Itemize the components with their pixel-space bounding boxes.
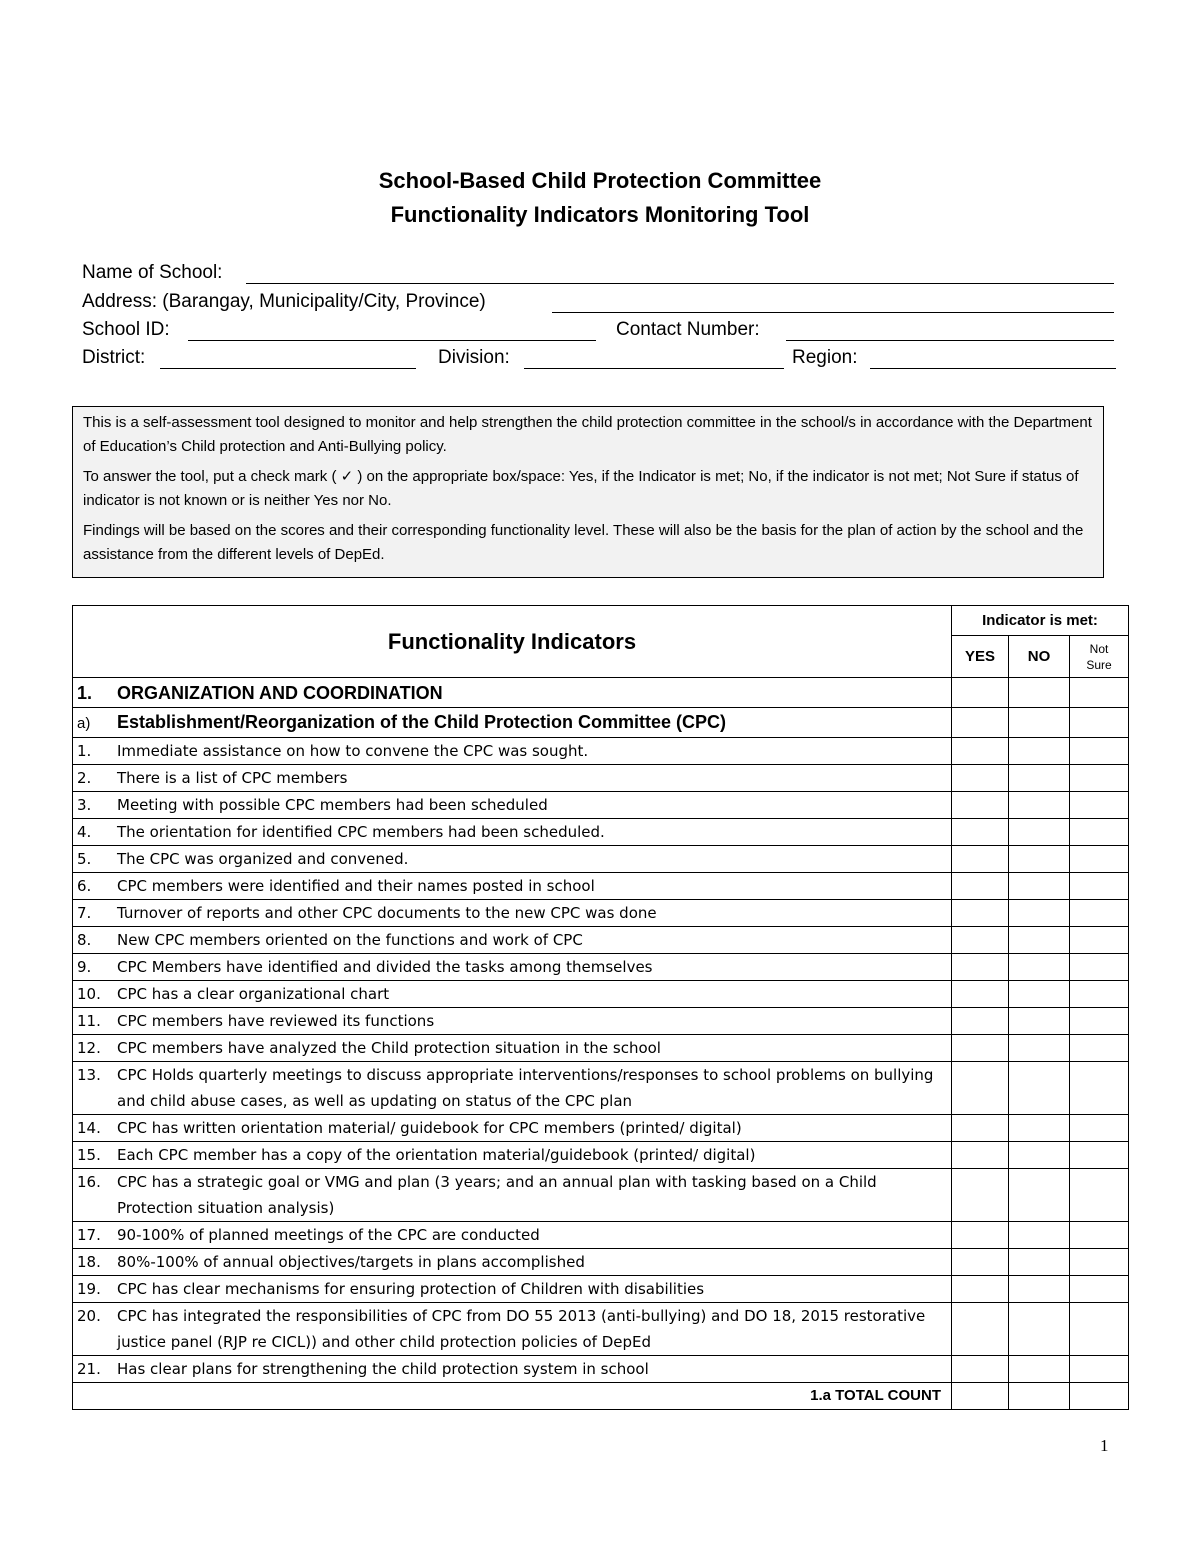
indicator-row <box>73 765 1129 792</box>
document-subtitle: Functionality Indicators Monitoring Tool <box>390 202 810 227</box>
no-cell[interactable] <box>1009 708 1070 738</box>
indicator-text-cell <box>73 1008 952 1035</box>
indicator-items <box>73 738 1129 1383</box>
contact-number-label: Contact Number: <box>616 319 760 340</box>
not-sure-cell[interactable] <box>1070 1249 1129 1276</box>
yes-cell[interactable] <box>952 1169 1009 1222</box>
no-cell[interactable] <box>1009 1356 1070 1383</box>
not-sure-label: Not Sure <box>1086 641 1112 672</box>
indicator-text: The orientation for identified CPC members had been scheduled. <box>117 823 605 841</box>
indicator-text: Turnover of reports and other CPC documents to the new CPC was done <box>117 904 657 922</box>
not-sure-cell[interactable] <box>1070 819 1129 846</box>
indicator-number: 2. <box>77 769 92 787</box>
no-cell[interactable] <box>1009 792 1070 819</box>
no-cell[interactable] <box>1009 678 1070 708</box>
indicator-number: 11. <box>77 1012 101 1030</box>
indicator-number: 4. <box>77 823 92 841</box>
indicator-text: CPC has written orientation material/ guidebook for CPC members (printed/ digital) <box>117 1119 742 1137</box>
indicator-row <box>73 1062 1129 1115</box>
not-sure-cell[interactable] <box>1070 1222 1129 1249</box>
yes-cell[interactable] <box>952 846 1009 873</box>
name-of-school-label: Name of School: <box>82 262 223 283</box>
indicator-text: CPC has a clear organizational chart <box>117 985 390 1003</box>
not-sure-cell[interactable] <box>1070 873 1129 900</box>
indicator-number: 17. <box>77 1226 101 1244</box>
no-cell[interactable] <box>1009 738 1070 765</box>
not-sure-cell[interactable] <box>1070 1169 1129 1222</box>
indicator-text: 80%-100% of annual objectives/targets in plans accomplished <box>117 1253 585 1271</box>
yes-cell[interactable] <box>952 1142 1009 1169</box>
not-sure-cell[interactable] <box>1070 708 1129 738</box>
indicator-text: CPC members were identified and their names posted in school <box>117 877 595 895</box>
yes-cell[interactable] <box>952 1008 1009 1035</box>
total-count-label: 1.a TOTAL COUNT <box>73 1383 952 1410</box>
indicator-row <box>73 954 1129 981</box>
indicator-text-cell <box>73 792 952 819</box>
not-sure-cell[interactable] <box>1070 981 1129 1008</box>
yes-cell[interactable] <box>952 1276 1009 1303</box>
indicator-text-cell <box>73 954 952 981</box>
address-label: Address: (Barangay, Municipality/City, Province) <box>82 291 486 312</box>
indicator-row <box>73 1035 1129 1062</box>
indicator-text-cell <box>73 1276 952 1303</box>
indicator-text: Immediate assistance on how to convene the CPC was sought. <box>117 742 589 760</box>
subsection-letter: a) <box>77 714 91 732</box>
yes-cell[interactable] <box>952 1356 1009 1383</box>
region-field[interactable] <box>870 368 1116 369</box>
indicator-row <box>73 927 1129 954</box>
section-title <box>73 678 952 708</box>
indicator-number: 6. <box>77 877 92 895</box>
no-cell[interactable] <box>1009 819 1070 846</box>
indicator-text: Each CPC member has a copy of the orientation material/guidebook (printed/ digital) <box>117 1146 756 1164</box>
indicator-row <box>73 738 1129 765</box>
yes-cell[interactable] <box>952 765 1009 792</box>
indicator-row <box>73 1008 1129 1035</box>
no-cell[interactable] <box>1009 1276 1070 1303</box>
no-cell[interactable] <box>1009 1169 1070 1222</box>
name-of-school-row <box>82 262 1116 290</box>
no-cell[interactable] <box>1009 1222 1070 1249</box>
indicator-text-cell <box>73 1222 952 1249</box>
yes-cell[interactable] <box>952 792 1009 819</box>
subsection-title <box>73 708 952 738</box>
not-sure-cell[interactable] <box>1070 1035 1129 1062</box>
indicator-text: 90-100% of planned meetings of the CPC are conducted <box>117 1226 540 1244</box>
district-field[interactable] <box>160 368 416 369</box>
school-id-label: School ID: <box>82 319 170 340</box>
indicator-text-cell <box>73 1035 952 1062</box>
no-cell[interactable] <box>1009 900 1070 927</box>
indicator-row <box>73 1222 1129 1249</box>
district-row <box>82 347 1116 375</box>
indicator-text-cell <box>73 819 952 846</box>
indicator-row <box>73 900 1129 927</box>
school-id-row <box>82 319 1116 347</box>
yes-cell[interactable] <box>952 873 1009 900</box>
not-sure-cell[interactable] <box>1070 1276 1129 1303</box>
section-row <box>73 678 1129 708</box>
not-sure-cell[interactable] <box>1070 738 1129 765</box>
instructions-box <box>72 406 1104 578</box>
no-total-cell[interactable] <box>1009 1383 1070 1410</box>
yes-cell[interactable] <box>952 1062 1009 1115</box>
instructions-paragraph-1: This is a self-assessment tool designed to monitor and help strengthen the child protection committee in the school/s in accordance with the Department of Education’s Child protection and Anti-Bullying policy. <box>83 414 1092 455</box>
indicator-text-cell <box>73 1249 952 1276</box>
indicator-row <box>73 1303 1129 1356</box>
yes-cell[interactable] <box>952 954 1009 981</box>
not-sure-cell[interactable] <box>1070 765 1129 792</box>
indicator-number: 7. <box>77 904 92 922</box>
indicator-met-heading: Indicator is met: <box>952 606 1129 636</box>
no-cell[interactable] <box>1009 1142 1070 1169</box>
indicator-row <box>73 873 1129 900</box>
indicator-number: 18. <box>77 1253 101 1271</box>
indicator-number: 8. <box>77 931 92 949</box>
region-label: Region: <box>792 347 858 368</box>
indicator-text: There is a list of CPC members <box>117 769 348 787</box>
page-number: 1 <box>1100 1436 1109 1455</box>
yes-cell[interactable] <box>952 927 1009 954</box>
indicator-number: 10. <box>77 985 101 1003</box>
not-sure-cell[interactable] <box>1070 678 1129 708</box>
yes-cell[interactable] <box>952 981 1009 1008</box>
no-cell[interactable] <box>1009 1035 1070 1062</box>
yes-cell[interactable] <box>952 819 1009 846</box>
yes-cell[interactable] <box>952 1115 1009 1142</box>
indicator-text-cell <box>73 1356 952 1383</box>
not-sure-cell[interactable] <box>1070 927 1129 954</box>
indicator-number: 15. <box>77 1146 101 1164</box>
indicator-number: 21. <box>77 1360 101 1378</box>
indicator-text-cell <box>73 765 952 792</box>
subsection-label: Establishment/Reorganization of the Child Protection Committee (CPC) <box>117 711 727 732</box>
instructions-paragraph-2: To answer the tool, put a check mark ( ✓ ) on the appropriate box/space: Yes, if the Indicator is met; No, if the indicator is not met; Not Sure if status of indicator is not known or is neither Yes nor No. <box>83 468 1079 509</box>
not-sure-cell[interactable] <box>1070 792 1129 819</box>
indicator-number: 13. <box>77 1066 101 1084</box>
indicator-text: Has clear plans for strengthening the child protection system in school <box>117 1360 649 1378</box>
indicator-text-cell <box>73 981 952 1008</box>
yes-cell[interactable] <box>952 900 1009 927</box>
yes-cell[interactable] <box>952 1249 1009 1276</box>
indicator-row <box>73 1356 1129 1383</box>
subsection-row <box>73 708 1129 738</box>
no-cell[interactable] <box>1009 1115 1070 1142</box>
indicator-text: Meeting with possible CPC members had been scheduled <box>117 796 548 814</box>
indicator-text-cell <box>73 1169 952 1222</box>
indicator-text-cell <box>73 900 952 927</box>
indicator-row <box>73 1249 1129 1276</box>
yes-column-header: YES <box>952 636 1009 678</box>
indicator-number: 12. <box>77 1039 101 1057</box>
indicator-number: 20. <box>77 1307 101 1325</box>
indicator-text: CPC members have reviewed its functions <box>117 1012 435 1030</box>
not-sure-total-cell[interactable] <box>1070 1383 1129 1410</box>
indicator-number: 14. <box>77 1119 101 1137</box>
yes-cell[interactable] <box>952 738 1009 765</box>
indicator-number: 9. <box>77 958 92 976</box>
indicator-row <box>73 1276 1129 1303</box>
not-sure-cell[interactable] <box>1070 1115 1129 1142</box>
not-sure-cell[interactable] <box>1070 846 1129 873</box>
indicators-table <box>72 605 1129 1410</box>
indicator-text: New CPC members oriented on the functions and work of CPC <box>117 931 583 949</box>
district-label: District: <box>82 347 146 368</box>
address-row <box>82 291 1116 319</box>
no-cell[interactable] <box>1009 1249 1070 1276</box>
indicator-text-cell <box>73 1142 952 1169</box>
indicator-text: The CPC was organized and convened. <box>117 850 409 868</box>
indicator-row <box>73 819 1129 846</box>
address-field[interactable] <box>552 312 1114 313</box>
indicator-text-cell <box>73 927 952 954</box>
division-label: Division: <box>438 347 510 368</box>
indicator-number: 5. <box>77 850 92 868</box>
yes-cell[interactable] <box>952 1303 1009 1356</box>
section-number: 1. <box>77 682 93 703</box>
no-cell[interactable] <box>1009 1303 1070 1356</box>
no-cell[interactable] <box>1009 1008 1070 1035</box>
yes-cell[interactable] <box>952 708 1009 738</box>
not-sure-cell[interactable] <box>1070 1142 1129 1169</box>
indicator-text-cell <box>73 1303 952 1356</box>
indicator-number: 1. <box>77 742 92 760</box>
not-sure-cell[interactable] <box>1070 900 1129 927</box>
not-sure-cell[interactable] <box>1070 1062 1129 1115</box>
not-sure-cell[interactable] <box>1070 1008 1129 1035</box>
indicator-text-cell <box>73 873 952 900</box>
no-cell[interactable] <box>1009 873 1070 900</box>
indicator-number: 3. <box>77 796 92 814</box>
indicator-text: CPC Holds quarterly meetings to discuss appropriate interventions/responses to school problems on bullying and child abuse cases, as well as updating on status of the CPC plan <box>117 1066 934 1110</box>
indicator-text: CPC has clear mechanisms for ensuring protection of Children with disabilities <box>117 1280 705 1298</box>
yes-total-cell[interactable] <box>952 1383 1009 1410</box>
school-id-field[interactable] <box>188 340 596 341</box>
indicator-row <box>73 1169 1129 1222</box>
no-cell[interactable] <box>1009 981 1070 1008</box>
not-sure-column-header <box>1070 636 1129 678</box>
no-cell[interactable] <box>1009 846 1070 873</box>
indicator-number: 16. <box>77 1173 101 1191</box>
no-cell[interactable] <box>1009 927 1070 954</box>
indicator-text-cell <box>73 1062 952 1115</box>
indicator-row <box>73 1142 1129 1169</box>
section-label: ORGANIZATION AND COORDINATION <box>117 682 443 703</box>
yes-cell[interactable] <box>952 678 1009 708</box>
indicator-row <box>73 981 1129 1008</box>
no-cell[interactable] <box>1009 765 1070 792</box>
not-sure-cell[interactable] <box>1070 1356 1129 1383</box>
instructions-paragraph-3: Findings will be based on the scores and their corresponding functionality level. These will also be the basis for the plan of action by the school and the assistance from the different levels of DepEd. <box>83 522 1084 563</box>
table-header-row <box>73 606 1129 636</box>
indicator-row <box>73 792 1129 819</box>
indicator-number: 19. <box>77 1280 101 1298</box>
contact-number-field[interactable] <box>786 340 1114 341</box>
total-row <box>73 1383 1129 1410</box>
indicator-text-cell <box>73 846 952 873</box>
indicator-text: CPC members have analyzed the Child protection situation in the school <box>117 1039 661 1057</box>
indicator-text: CPC has integrated the responsibilities of CPC from DO 55 2013 (anti-bullying) and DO 18, 2015 restorative justice panel (RJP re CICL)) and other child protection policies of DepEd <box>117 1307 926 1351</box>
document-title: School-Based Child Protection Committee <box>378 168 822 193</box>
not-sure-cell[interactable] <box>1070 1303 1129 1356</box>
yes-cell[interactable] <box>952 1035 1009 1062</box>
no-cell[interactable] <box>1009 954 1070 981</box>
no-column-header: NO <box>1009 636 1070 678</box>
indicator-row <box>73 1115 1129 1142</box>
name-of-school-field[interactable] <box>246 283 1114 284</box>
indicator-text-cell <box>73 738 952 765</box>
not-sure-cell[interactable] <box>1070 954 1129 981</box>
division-field[interactable] <box>524 368 784 369</box>
yes-cell[interactable] <box>952 1222 1009 1249</box>
indicator-text-cell <box>73 1115 952 1142</box>
functionality-indicators-heading: Functionality Indicators <box>73 606 952 678</box>
indicator-text: CPC Members have identified and divided the tasks among themselves <box>117 958 653 976</box>
indicator-row <box>73 846 1129 873</box>
indicator-text: CPC has a strategic goal or VMG and plan (3 years; and an annual plan with tasking based on a Child Protection situation analysis) <box>117 1173 877 1217</box>
no-cell[interactable] <box>1009 1062 1070 1115</box>
